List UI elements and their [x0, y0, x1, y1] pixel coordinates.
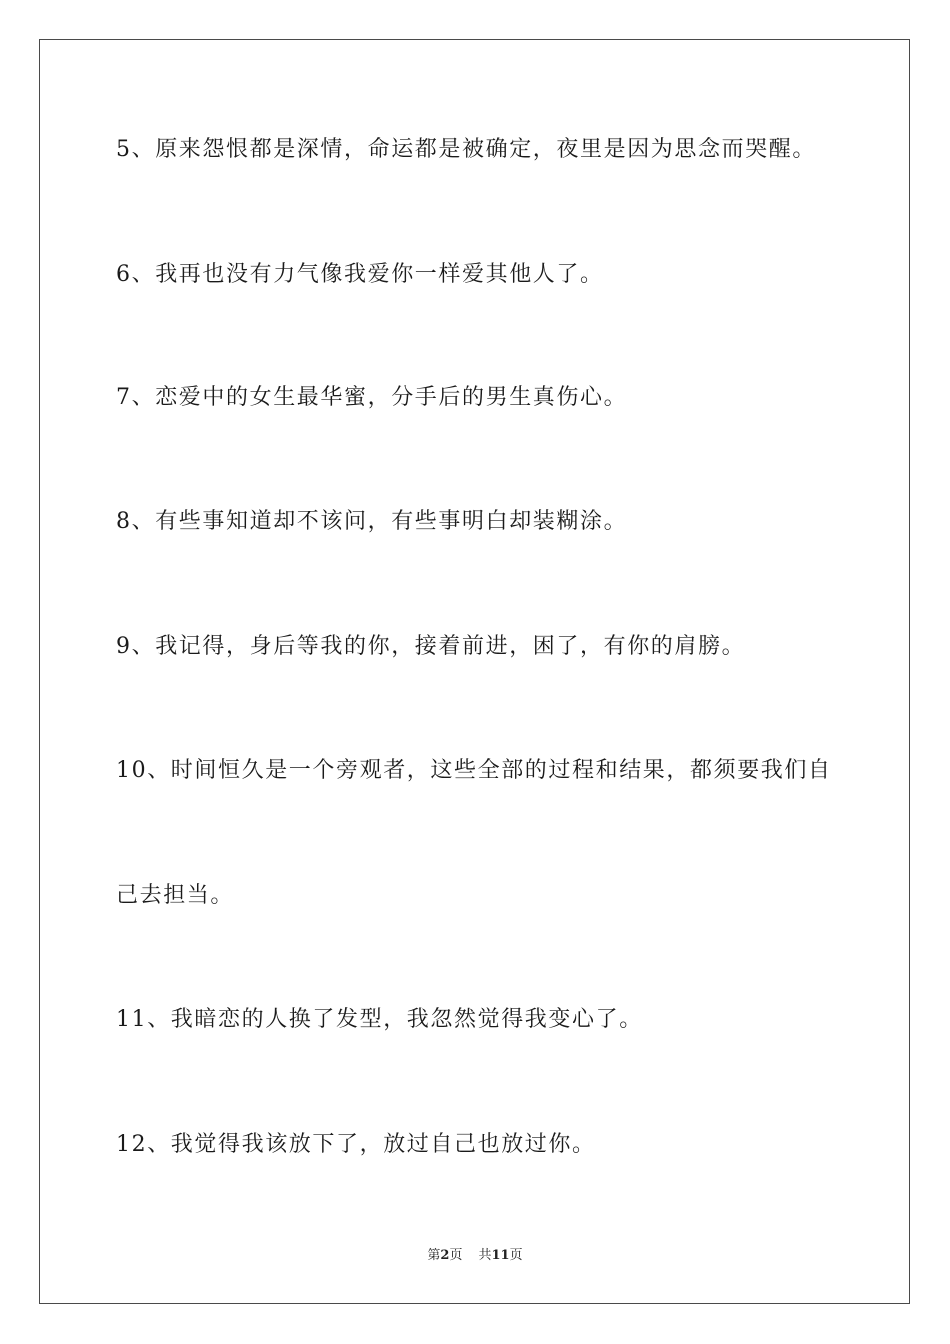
total-pages: 11	[491, 1248, 510, 1263]
text-line-7: 7、恋爱中的女生最华蜜，分手后的男生真伤心。	[116, 385, 628, 410]
text-line-11: 11、我暗恋的人换了发型，我忽然觉得我变心了。	[116, 1007, 643, 1032]
text-line-12: 12、我觉得我该放下了，放过自己也放过你。	[116, 1132, 596, 1157]
text-line-10-continued: 己去担当。	[116, 883, 235, 908]
page-number: 2	[440, 1248, 450, 1263]
page-footer	[0, 1247, 950, 1265]
total-suffix: 页	[509, 1248, 523, 1263]
text-line-5: 5、原来怨恨都是深情，命运都是被确定，夜里是因为思念而哭醒。	[116, 137, 816, 162]
page-frame	[39, 39, 910, 1304]
text-line-9: 9、我记得，身后等我的你，接着前进，困了，有你的肩膀。	[116, 634, 746, 659]
page-suffix: 页	[449, 1248, 463, 1263]
text-line-10: 10、时间恒久是一个旁观者，这些全部的过程和结果，都须要我们自	[116, 758, 832, 783]
text-line-6: 6、我再也没有力气像我爱你一样爱其他人了。	[116, 262, 604, 287]
page-prefix: 第	[427, 1248, 441, 1263]
text-line-8: 8、有些事知道却不该问，有些事明白却装糊涂。	[116, 509, 628, 534]
total-prefix: 共	[478, 1248, 492, 1263]
